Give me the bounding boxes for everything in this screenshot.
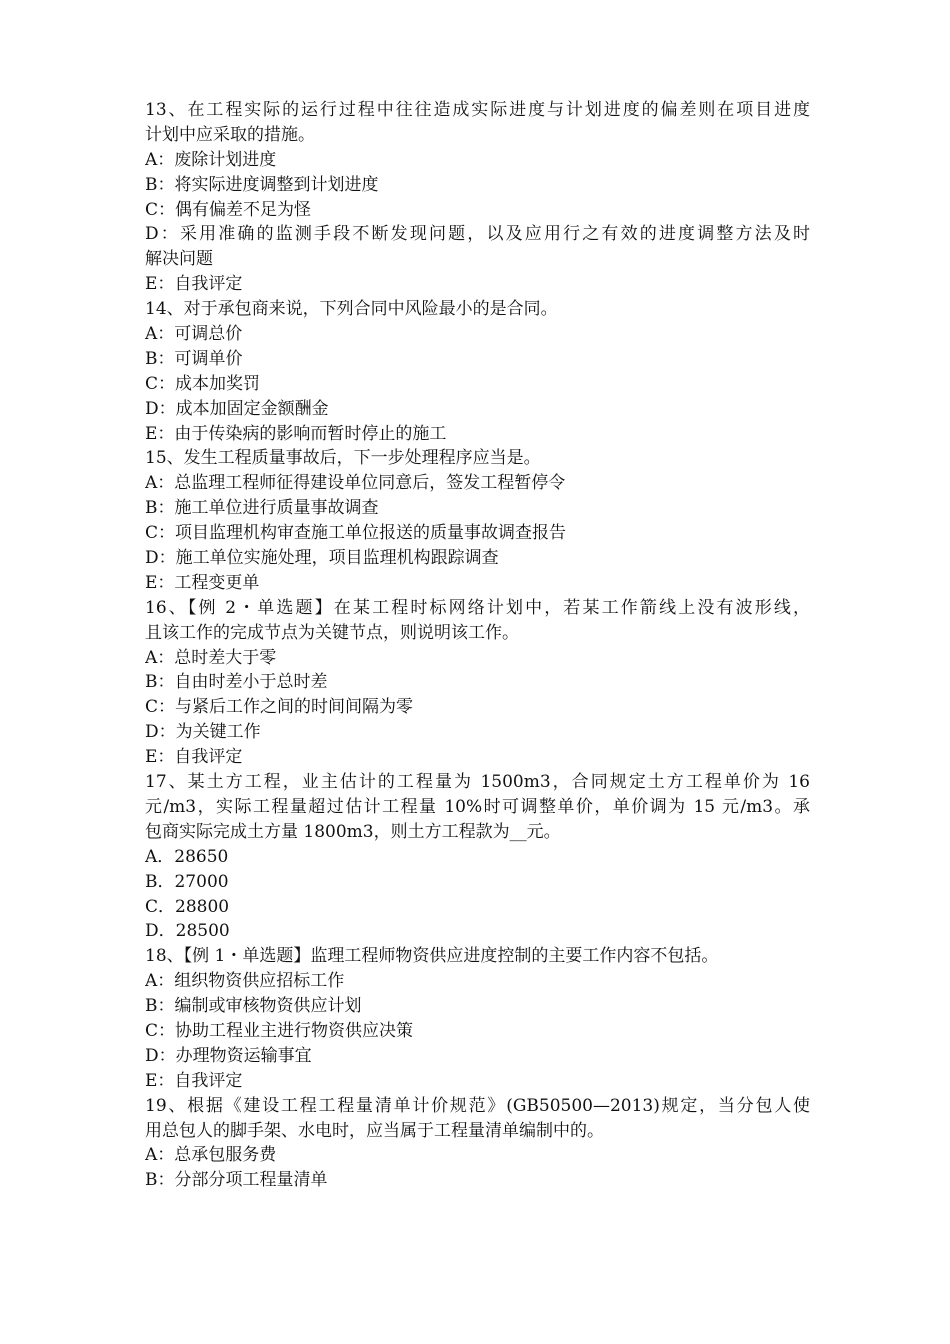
text-line: 元/m3，实际工程量超过估计工程量 10%时可调整单价，单价调为 15 元/m3。承 xyxy=(145,796,810,817)
text-line: B：可调单价 xyxy=(145,348,243,369)
text-line: B．27000 xyxy=(145,871,229,892)
text-line: D：成本加固定金额酬金 xyxy=(145,398,329,419)
text-line: E：自我评定 xyxy=(145,1070,243,1091)
text-line: 用总包人的脚手架、水电时，应当属于工程量清单编制中的。 xyxy=(145,1120,604,1141)
text-line: 17、某土方工程，业主估计的工程量为 1500m3，合同规定土方工程单价为 16 xyxy=(145,772,810,793)
text-line: C：与紧后工作之间的时间间隔为零 xyxy=(145,697,414,718)
text-line: A：总时差大于零 xyxy=(145,647,277,668)
text-line: B：分部分项工程量清单 xyxy=(145,1170,328,1191)
text-line: C：项目监理机构审查施工单位报送的质量事故调查报告 xyxy=(145,523,567,544)
text-line: D：为关键工作 xyxy=(145,722,261,743)
text-line: E：由于传染病的影响而暂时停止的施工 xyxy=(145,423,447,444)
text-line: 19、根据《建设工程工程量清单计价规范》(GB50500—2013)规定，当分包人使 xyxy=(145,1095,810,1116)
document-page xyxy=(145,98,810,1193)
text-line: C：协助工程业主进行物资供应决策 xyxy=(145,1020,414,1041)
text-line: C．28800 xyxy=(145,896,230,917)
text-line: A：组织物资供应招标工作 xyxy=(145,971,345,992)
text-line: D：施工单位实施处理，项目监理机构跟踪调查 xyxy=(145,548,499,569)
text-line: 15、发生工程质量事故后，下一步处理程序应当是。 xyxy=(145,448,541,469)
text-line: D：采用准确的监测手段不断发现问题，以及应用行之有效的进度调整方法及时 xyxy=(145,224,810,245)
text-line: 16、【例 2・单选题】在某工程时标网络计划中，若某工作箭线上没有波形线， xyxy=(145,597,810,618)
text-line: D：办理物资运输事宜 xyxy=(145,1045,312,1066)
text-line: A：总监理工程师征得建设单位同意后，签发工程暂停令 xyxy=(145,473,566,494)
text-line: B：施工单位进行质量事故调查 xyxy=(145,498,379,519)
text-line: A：可调总价 xyxy=(145,324,243,345)
text-line: A．28650 xyxy=(145,846,229,867)
text-line: E：工程变更单 xyxy=(145,572,260,593)
text-line: 18、【例 1・单选题】监理工程师物资供应进度控制的主要工作内容不包括。 xyxy=(145,946,719,967)
text-line: B：编制或审核物资供应计划 xyxy=(145,996,362,1017)
text-line: A：总承包服务费 xyxy=(145,1145,277,1166)
text-line: 13、在工程实际的运行过程中往往造成实际进度与计划进度的偏差则在项目进度 xyxy=(145,100,810,120)
text-line: C：偶有偏差不足为怪 xyxy=(145,199,312,220)
text-line: C：成本加奖罚 xyxy=(145,373,261,394)
text-line: B：将实际进度调整到计划进度 xyxy=(145,174,379,195)
text-line: E：自我评定 xyxy=(145,747,243,768)
text-line: 14、对于承包商来说，下列合同中风险最小的是合同。 xyxy=(145,299,558,320)
text-line: 计划中应采取的措施。 xyxy=(145,124,315,145)
text-line: D．28500 xyxy=(145,921,230,942)
text-line: 包商实际完成土方量 1800m3，则土方工程款为__元。 xyxy=(145,821,561,842)
text-line: 解决问题 xyxy=(145,249,213,270)
text-line: A：废除计划进度 xyxy=(145,149,277,170)
text-line: B：自由时差小于总时差 xyxy=(145,672,328,693)
text-line: E：自我评定 xyxy=(145,274,243,295)
text-line: 且该工作的完成节点为关键节点，则说明该工作。 xyxy=(145,622,519,643)
